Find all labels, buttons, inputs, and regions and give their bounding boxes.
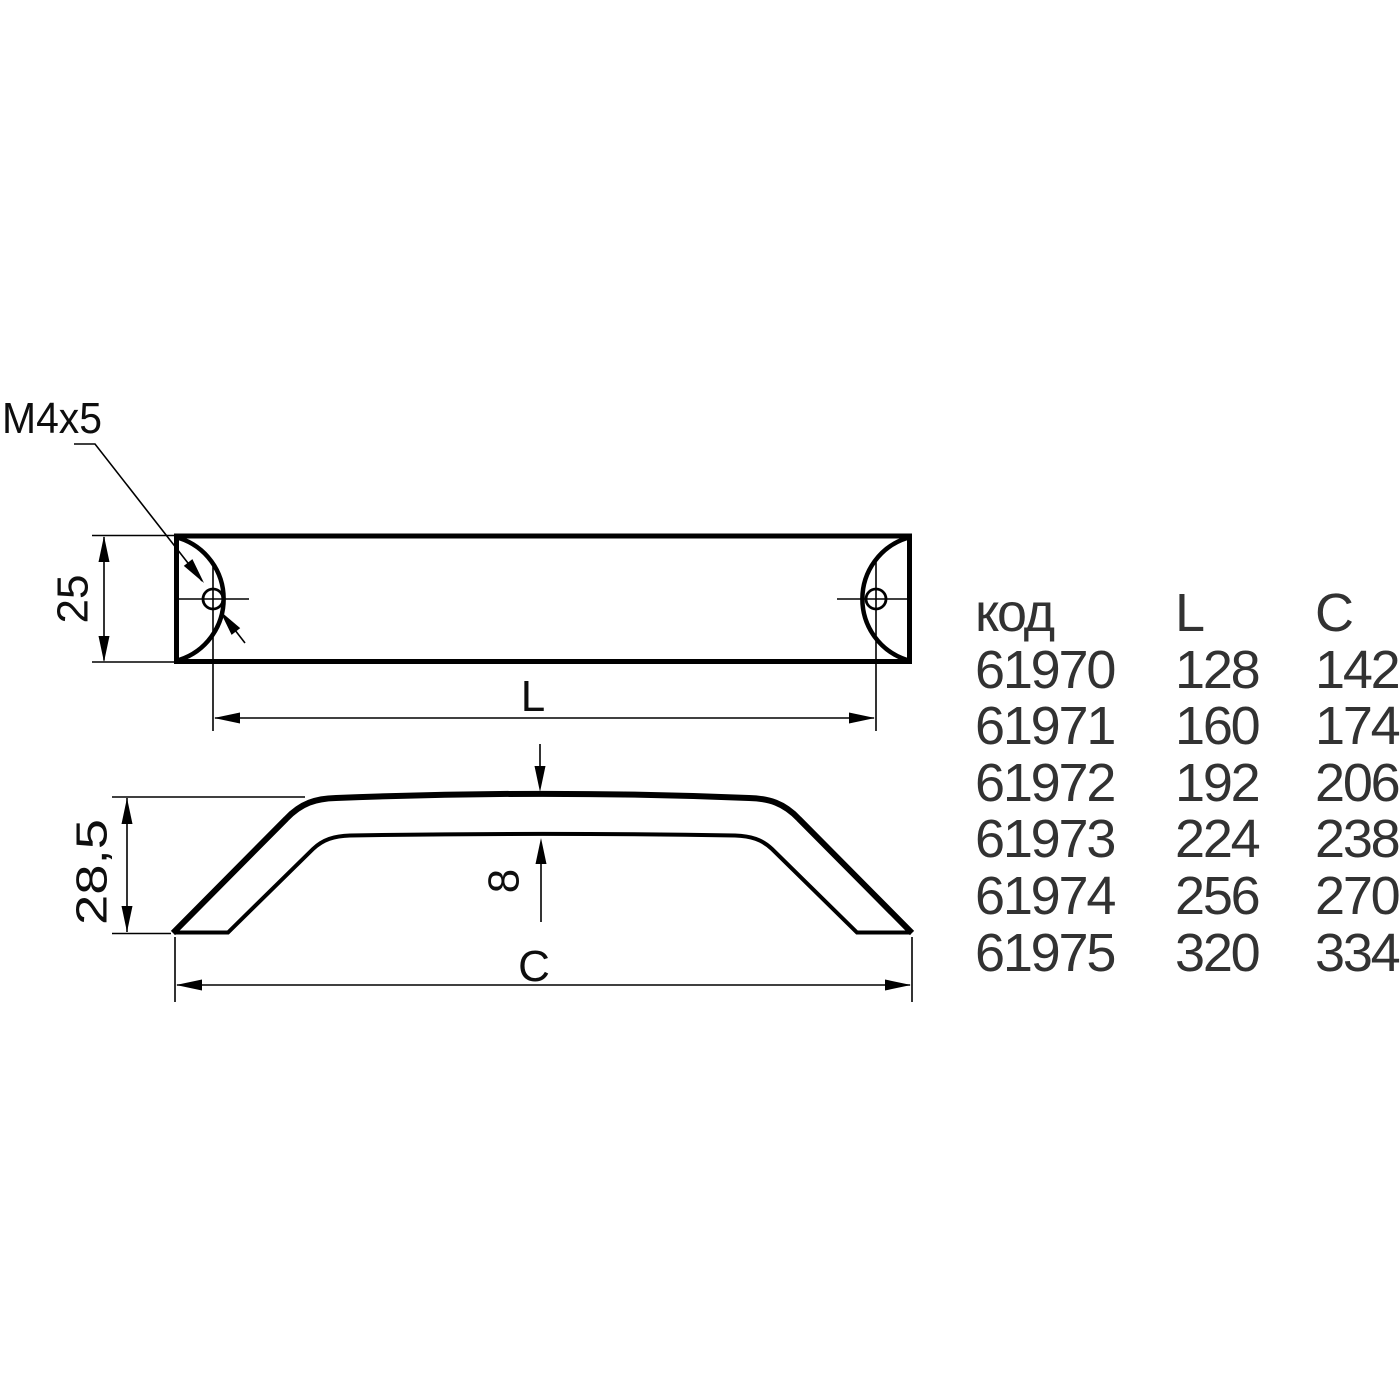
table-header-c: C	[1315, 583, 1352, 643]
table-header-l: L	[1175, 583, 1203, 643]
dim-8-label: 8	[479, 868, 529, 894]
table-row-c: 238	[1315, 809, 1399, 870]
dim-C-arrow-left	[176, 980, 202, 991]
dim-C-label: C	[518, 942, 550, 991]
dim-25-label: 25	[48, 574, 98, 624]
dim-L-arrow-left	[214, 713, 240, 724]
table-row-code: 61973	[975, 809, 1115, 870]
dimension-C	[175, 937, 912, 1002]
table-row-c: 142	[1315, 639, 1399, 700]
dimension-L	[214, 672, 875, 724]
dim-28-5-label: 28,5	[67, 839, 117, 925]
table-row-l: 224	[1175, 809, 1259, 870]
thread-label: M4x5	[2, 394, 102, 443]
dim-28-5-arrow-bottom	[122, 906, 133, 932]
dim-28-5-arrow-top	[122, 798, 133, 824]
dim-25-arrow-top	[99, 536, 110, 562]
handle-top-outline	[177, 536, 910, 662]
table-row-l: 320	[1175, 922, 1259, 983]
dim-25-arrow-bottom	[99, 636, 110, 662]
table-row-code: 61970	[975, 639, 1115, 700]
table-header-code: код	[975, 583, 1053, 643]
table-row-code: 61971	[975, 696, 1115, 757]
dimension-25	[49, 536, 176, 663]
size-table	[975, 585, 1400, 981]
table-row-code: 61975	[975, 922, 1115, 983]
table-row-c: 174	[1315, 696, 1399, 757]
dim-8-arrow-up	[536, 838, 547, 864]
dim-8-arrow-down	[535, 766, 546, 792]
table-row-c: 206	[1315, 752, 1399, 813]
dim-C-arrow-right	[885, 980, 911, 991]
dim-L-label: L	[520, 672, 546, 721]
table-row-l: 256	[1175, 865, 1259, 926]
table-row-l: 128	[1175, 639, 1259, 700]
dim-L-arrow-right	[849, 713, 875, 724]
table-row-code: 61974	[975, 865, 1115, 926]
table-row-code: 61972	[975, 752, 1115, 813]
table-row-l: 160	[1175, 696, 1259, 757]
table-row-c: 334	[1315, 922, 1399, 983]
dimension-28-5	[68, 797, 305, 934]
table-row-c: 270	[1315, 865, 1399, 926]
table-row-l: 192	[1175, 752, 1259, 813]
